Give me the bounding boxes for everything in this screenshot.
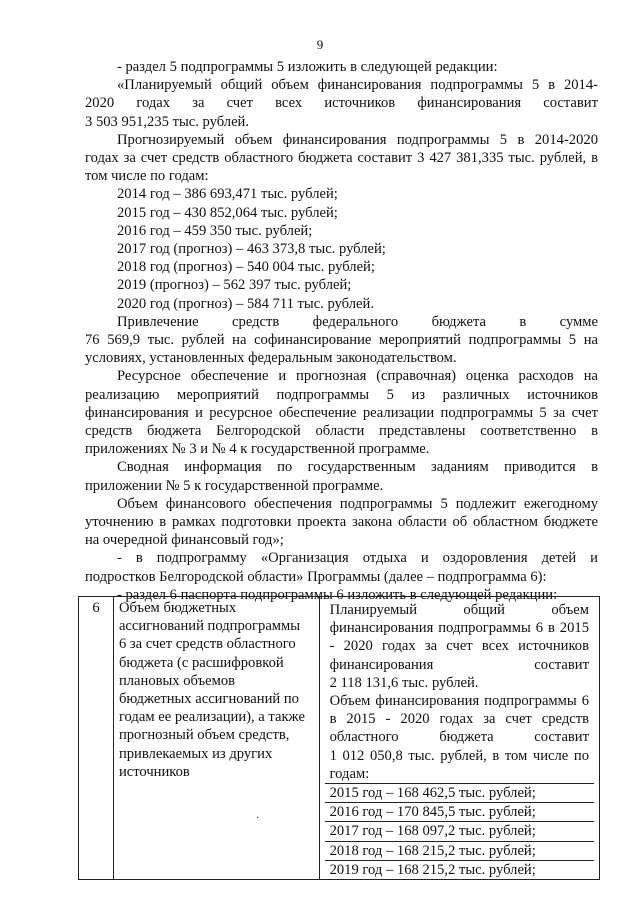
- document-body: [85, 58, 598, 604]
- year-line: 2016 год – 170 845,5 тыс. рублей;: [325, 802, 594, 821]
- name-line: прогнозный объем средств,: [118, 727, 290, 744]
- name-line: 6 за счет средств областного: [118, 636, 296, 653]
- name-line: источников: [118, 763, 190, 780]
- value-line: 1 012 050,8 тыс. рублей, в том числе по: [329, 747, 589, 764]
- text-line: годах за счет средств областного бюджета составит 3 427 381,335 тыс. рублей, в: [85, 150, 598, 167]
- name-line: привлекаемых из других: [118, 745, 273, 762]
- name-line: ассигнований подпрограммы: [118, 618, 301, 635]
- text-line: Прогнозируемый объем финансирования подпрограммы 5 в 2014-2020: [117, 131, 598, 148]
- text-line: 3 503 951,235 тыс. рублей.: [85, 113, 250, 130]
- value-line: финансирования подпрограммы 6 в 2015: [329, 620, 589, 637]
- value-line: областного бюджета составит: [329, 729, 589, 746]
- text-line: «Планируемый общий объем финансирования подпрограммы 5 в 2014-: [117, 77, 598, 94]
- name-line: Объем бюджетных: [118, 600, 237, 616]
- passport-table: [78, 596, 600, 880]
- text-line: реализацию мероприятий подпрограммы 5 из различных источников: [85, 386, 598, 403]
- text-line: 2019 (прогноз) – 562 397 тыс. рублей;: [117, 277, 352, 294]
- text-line: 2014 год – 386 693,471 тыс. рублей;: [117, 186, 338, 203]
- text-line: уточнению в рамках подготовки проекта закона области об областном бюджете: [85, 514, 598, 531]
- text-line: том числе по годам:: [85, 168, 209, 185]
- year-line: 2015 год – 168 462,5 тыс. рублей;: [325, 783, 594, 802]
- year-line: 2018 год – 168 215,2 тыс. рублей;: [325, 841, 594, 860]
- row-number-cell: 6: [79, 597, 114, 880]
- text-line: средств бюджета Белгородской области представлены соответственно в: [85, 423, 598, 440]
- text-line: 2015 год – 430 852,064 тыс. рублей;: [117, 204, 338, 221]
- value-line: 2 118 131,6 тыс. рублей.: [329, 674, 479, 691]
- value-line: в 2015 - 2020 годах за счет средств: [329, 711, 589, 728]
- text-line: условиях, установленных федеральным законодательством.: [85, 350, 457, 367]
- name-line: годам ее реализации), а также: [118, 709, 305, 726]
- text-line: Привлечение средств федерального бюджета в сумме: [117, 313, 598, 330]
- text-line: - в подпрограмму «Организация отдыха и оздоровления детей и: [117, 550, 598, 567]
- text-line: финансирования и ресурсное обеспечение реализации подпрограммы 5 за счет: [85, 404, 598, 421]
- value-line: финансирования составит: [329, 656, 589, 673]
- text-line: приложении № 5 к государственной программе.: [85, 477, 384, 494]
- text-line: 2018 год (прогноз) – 540 004 тыс. рублей;: [117, 259, 375, 276]
- text-line: 2016 год – 459 350 тыс. рублей;: [117, 222, 313, 239]
- row-value-cell: [319, 597, 599, 880]
- value-line: Планируемый общий объем: [329, 602, 589, 618]
- text-line: 2020 год (прогноз) – 584 711 тыс. рублей.: [117, 295, 374, 312]
- text-line: Ресурсное обеспечение и прогнозная (справочная) оценка расходов на: [117, 368, 598, 385]
- value-line: годам:: [329, 765, 370, 782]
- scan-speck: ·: [256, 813, 260, 824]
- name-line: плановых объемов: [118, 672, 236, 689]
- text-line: 2017 год (прогноз) – 463 373,8 тыс. рублей;: [117, 241, 386, 258]
- text-line: на очередной финансовый год»;: [85, 532, 284, 549]
- name-line: бюджета (с расшифровкой: [118, 654, 284, 671]
- text-line: - раздел 5 подпрограммы 5 изложить в следующей редакции:: [117, 59, 498, 75]
- row-name-cell: [113, 597, 319, 880]
- text-line: Сводная информация по государственным заданиям приводится в: [117, 459, 598, 476]
- value-line: - 2020 годах за счет всех источников: [329, 638, 589, 655]
- text-line: приложениях № 3 и № 4 к государственной программе.: [85, 441, 430, 458]
- text-line: 76 569,9 тыс. рублей на софинансирование мероприятий подпрограммы 5 на: [85, 332, 598, 349]
- page-number: 9: [316, 37, 324, 52]
- year-line: 2017 год – 168 097,2 тыс. рублей;: [325, 821, 594, 840]
- year-line: 2019 год – 168 215,2 тыс. рублей;: [325, 860, 594, 879]
- text-line: Объем финансового обеспечения подпрограммы 5 подлежит ежегодному: [117, 495, 598, 512]
- text-line: 2020 годах за счет всех источников финансирования составит: [85, 95, 598, 112]
- table-row: [79, 597, 600, 880]
- value-line: Объем финансирования подпрограммы 6: [329, 693, 589, 710]
- text-line: - раздел 6 паспорта подпрограммы 6 изложить в следующей редакции:: [117, 586, 558, 603]
- text-line: подростков Белгородской области» Программы (далее – подпрограмма 6):: [85, 568, 547, 585]
- name-line: бюджетных ассигнований по: [118, 691, 299, 708]
